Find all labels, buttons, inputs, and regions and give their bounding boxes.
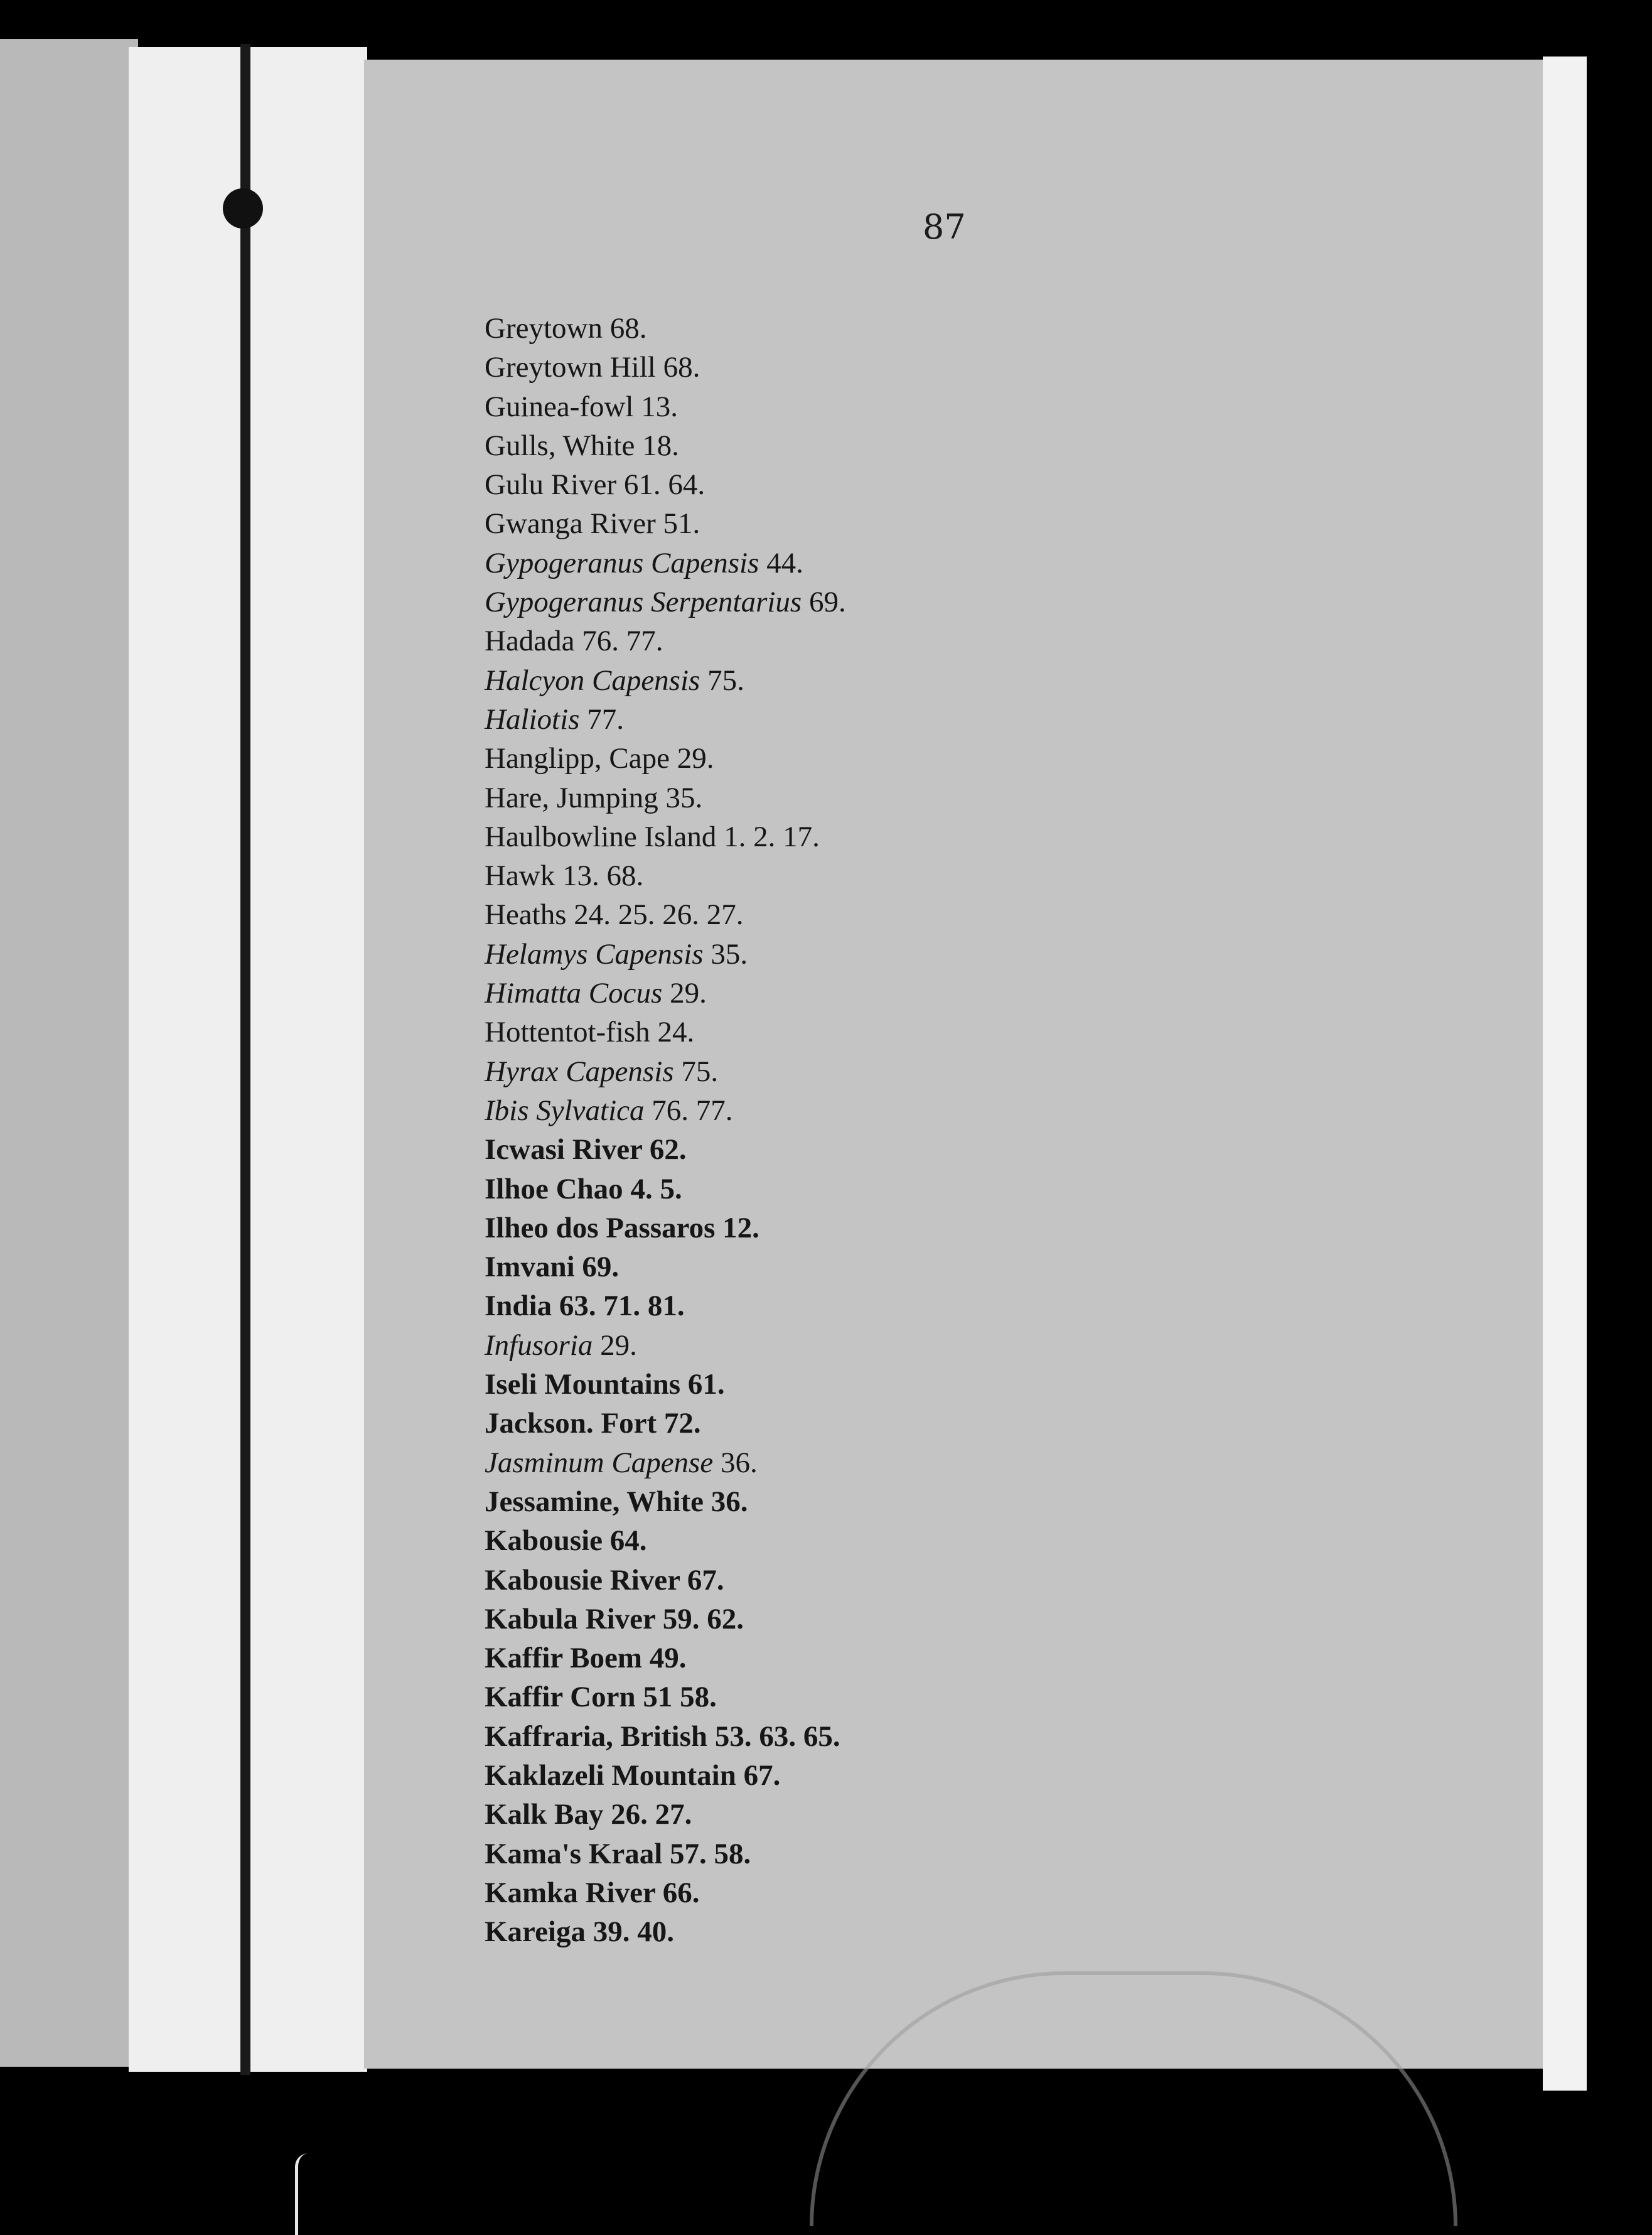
index-page-refs: 64. xyxy=(609,1524,647,1558)
index-term: Kamka River xyxy=(485,1876,655,1909)
index-entry xyxy=(485,1561,846,1600)
index-page-refs: 13. 68. xyxy=(562,859,644,893)
index-term: Hyrax Capensis xyxy=(485,1055,674,1088)
index-term: Kabula River xyxy=(485,1602,656,1635)
index-entry xyxy=(485,1052,846,1091)
index-entry xyxy=(485,426,846,465)
index-entry xyxy=(485,504,846,543)
index-entry xyxy=(485,661,846,700)
index-page-refs: 75. xyxy=(707,664,744,697)
index-page-refs: 12. xyxy=(722,1211,759,1244)
index-term: Kaffraria, British xyxy=(485,1720,708,1753)
index-page-refs: 36. xyxy=(711,1485,748,1518)
index-entry xyxy=(485,544,846,583)
index-page-refs: 59. 62. xyxy=(662,1602,744,1635)
index-entry xyxy=(485,1326,846,1365)
index-page-refs: 29. xyxy=(600,1328,637,1362)
index-term: Iseli Mountains xyxy=(485,1368,681,1401)
index-page-refs: 69. xyxy=(582,1251,620,1284)
binding-mark xyxy=(223,188,263,229)
index-term: Kaklazeli Mountain xyxy=(485,1758,736,1792)
index-page-refs: 44. xyxy=(766,546,803,579)
index-term: Hare, Jumping xyxy=(485,781,658,814)
index-term: Kareiga xyxy=(485,1915,586,1949)
index-term: Greytown Hill xyxy=(485,351,656,384)
index-term: Himatta Cocus xyxy=(485,977,663,1010)
index-term: Infusoria xyxy=(485,1328,593,1362)
index-page-refs: 57. 58. xyxy=(670,1837,751,1870)
index-page-refs: 68. xyxy=(663,351,700,384)
index-term: Kabousie River xyxy=(485,1563,680,1597)
index-page-refs: 61. 64. xyxy=(623,468,705,502)
index-page-refs: 66. xyxy=(662,1876,700,1909)
index-entry xyxy=(485,739,846,778)
index-page-refs: 75. xyxy=(681,1055,719,1088)
index-term: Icwasi River xyxy=(485,1133,643,1166)
index-term: Kaffir Boem xyxy=(485,1642,643,1675)
index-page-refs: 72. xyxy=(663,1407,701,1440)
index-term: Kalk Bay xyxy=(485,1798,604,1831)
index-page-refs: 1. 2. 17. xyxy=(724,820,820,853)
facing-page-edge xyxy=(0,39,138,2067)
index-page-refs: 51 58. xyxy=(643,1681,717,1714)
index-page-refs: 24. 25. 26. 27. xyxy=(574,898,744,932)
index-entry xyxy=(485,1639,846,1678)
index-page-refs: 29. xyxy=(677,742,714,775)
index-page-refs: 49. xyxy=(649,1642,687,1675)
index-term: Jackson. Fort xyxy=(485,1407,657,1440)
index-term: Hottentot-fish xyxy=(485,1016,650,1049)
index-term: Helamys Capensis xyxy=(485,937,704,971)
binding-line xyxy=(240,44,250,2075)
index-term: Ilheo dos Passaros xyxy=(485,1211,716,1244)
index-entry xyxy=(485,1170,846,1209)
index-page-refs: 4. 5. xyxy=(630,1172,682,1205)
index-page-refs: 39. 40. xyxy=(593,1915,674,1949)
index-term: Haliotis xyxy=(485,703,580,736)
index-entry xyxy=(485,583,846,622)
index-term: Kabousie xyxy=(485,1524,603,1558)
index-entry xyxy=(485,1873,846,1912)
index-term: Hadada xyxy=(485,625,575,658)
index-page-refs: 24. xyxy=(657,1016,695,1049)
index-page-refs: 51. xyxy=(663,507,700,541)
index-entry xyxy=(485,1247,846,1286)
index-page-refs: 68. xyxy=(609,312,647,345)
index-page-refs: 77. xyxy=(587,703,624,736)
index-entry xyxy=(485,1834,846,1873)
index-entry xyxy=(485,1521,846,1560)
index-entry xyxy=(485,1482,846,1521)
index-term: Heaths xyxy=(485,898,567,932)
index-entry xyxy=(485,309,846,348)
index-page-refs: 62. xyxy=(649,1133,687,1166)
index-page-refs: 35. xyxy=(711,937,748,971)
index-term: Guinea-fowl xyxy=(485,390,634,423)
index-term: Jasminum Capense xyxy=(485,1446,714,1479)
index-entry xyxy=(485,1600,846,1639)
index-page-refs: 29. xyxy=(670,977,707,1010)
index-entry xyxy=(485,974,846,1013)
index-term: Imvani xyxy=(485,1251,575,1284)
index-entry xyxy=(485,1717,846,1756)
index-page-refs: 13. xyxy=(641,390,678,423)
index-entry xyxy=(485,465,846,504)
index-term: India xyxy=(485,1290,552,1323)
index-page-refs: 63. 71. 81. xyxy=(559,1290,685,1323)
page-number: 87 xyxy=(923,207,966,247)
index-entry xyxy=(485,935,846,974)
index-page-refs: 76. 77. xyxy=(652,1094,733,1127)
index-page-refs: 36. xyxy=(720,1446,758,1479)
index-entry xyxy=(485,1013,846,1052)
scan-artifact xyxy=(295,2153,308,2235)
index-entry xyxy=(485,1130,846,1169)
index-entry xyxy=(485,1365,846,1404)
index-page-refs: 18. xyxy=(642,429,679,462)
index-entry xyxy=(485,1912,846,1951)
index-entry xyxy=(485,1443,846,1482)
index-page-refs: 76. 77. xyxy=(582,625,663,658)
index-entry xyxy=(485,1286,846,1325)
index-page-refs: 26. 27. xyxy=(611,1798,692,1831)
index-entry xyxy=(485,1756,846,1795)
index-term: Gulls, White xyxy=(485,429,635,462)
index-term: Kaffir Corn xyxy=(485,1681,636,1714)
index-entry xyxy=(485,895,846,934)
index-term: Hanglipp, Cape xyxy=(485,742,670,775)
index-entry xyxy=(485,856,846,895)
index-page-refs: 67. xyxy=(743,1758,781,1792)
index-term: Ilhoe Chao xyxy=(485,1172,623,1205)
index-entry xyxy=(485,1795,846,1834)
index-term: Gypogeranus Capensis xyxy=(485,546,759,579)
index-term: Kama's Kraal xyxy=(485,1837,663,1870)
index-term: Gypogeranus Serpentarius xyxy=(485,586,802,619)
index-entry xyxy=(485,700,846,739)
index-entry xyxy=(485,778,846,817)
index-term: Jessamine, White xyxy=(485,1485,704,1518)
index-term: Greytown xyxy=(485,312,603,345)
index-entry xyxy=(485,817,846,856)
index-term: Gwanga River xyxy=(485,507,656,541)
index-term: Gulu River xyxy=(485,468,617,502)
index-entry xyxy=(485,348,846,387)
index-term: Haulbowline Island xyxy=(485,820,717,853)
index-page-refs: 53. 63. 65. xyxy=(714,1720,840,1753)
index-entry xyxy=(485,1091,846,1130)
index-entry xyxy=(485,1678,846,1716)
index-page-refs: 35. xyxy=(665,781,703,814)
index-entry xyxy=(485,1209,846,1247)
page-right-edge xyxy=(1543,57,1587,2091)
index-entry xyxy=(485,1404,846,1443)
index-term: Halcyon Capensis xyxy=(485,664,700,697)
index-page-refs: 69. xyxy=(808,586,846,619)
index-term: Ibis Sylvatica xyxy=(485,1094,645,1127)
index-list xyxy=(485,309,846,1951)
index-page-refs: 67. xyxy=(687,1563,724,1597)
index-term: Hawk xyxy=(485,859,555,893)
index-entry xyxy=(485,387,846,426)
index-entry xyxy=(485,622,846,660)
index-page-refs: 61. xyxy=(687,1368,725,1401)
